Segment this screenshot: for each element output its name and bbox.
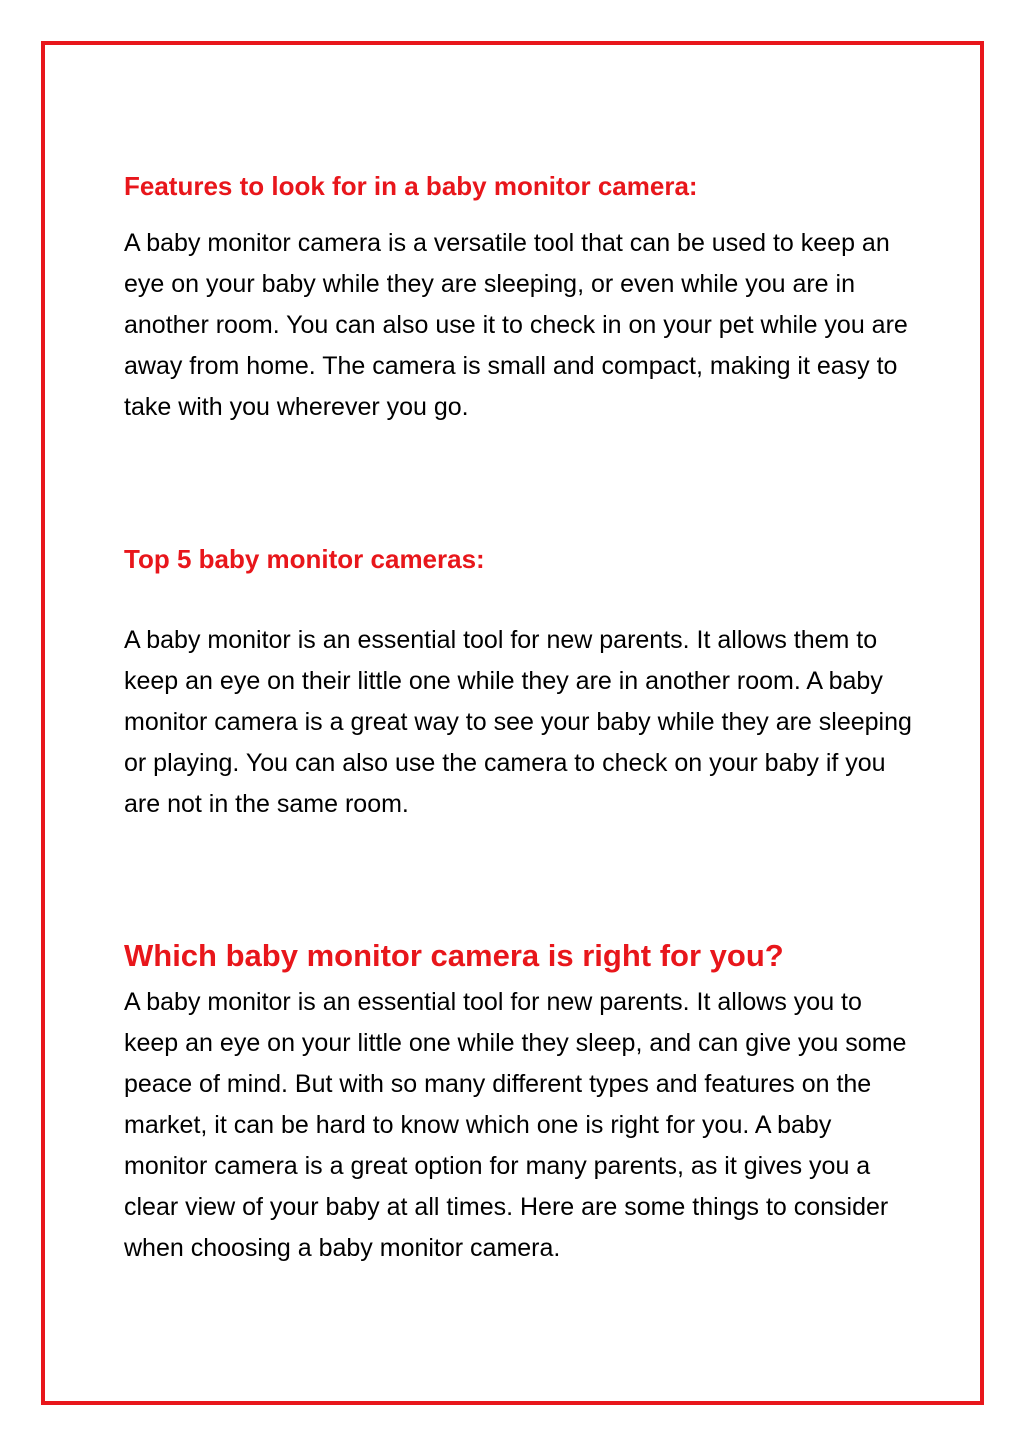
section-heading-which-camera: Which baby monitor camera is right for you?: [124, 938, 784, 973]
section-heading-features: Features to look for in a baby monitor camera:: [124, 171, 698, 201]
section-heading-top-5: Top 5 baby monitor cameras:: [124, 544, 485, 574]
section-body-which-camera: A baby monitor is an essential tool for new parents. It allows you to keep an eye on your little one while they sleep, and can give you some peace of mind. But with so many different types and features on the market, it can be hard to know which one is right for you. A baby monitor camera is a great option for many parents, as it gives you a clear view of your baby at all times. Here are some things to consider when choosing a baby monitor camera.: [124, 988, 907, 1262]
section-body-features: A baby monitor camera is a versatile tool that can be used to keep an eye on your baby while they are sleeping, or even while you are in another room. You can also use it to check in on your pet while you are away from home. The camera is small and compact, making it easy to take with you wherever you go.: [124, 229, 908, 421]
section-body-top-5: A baby monitor is an essential tool for new parents. It allows them to keep an eye on their little one while they are in another room. A baby monitor camera is a great way to see your baby while they are sleeping or playing. You can also use the camera to check on your baby if you are not in the same room.: [124, 626, 912, 818]
